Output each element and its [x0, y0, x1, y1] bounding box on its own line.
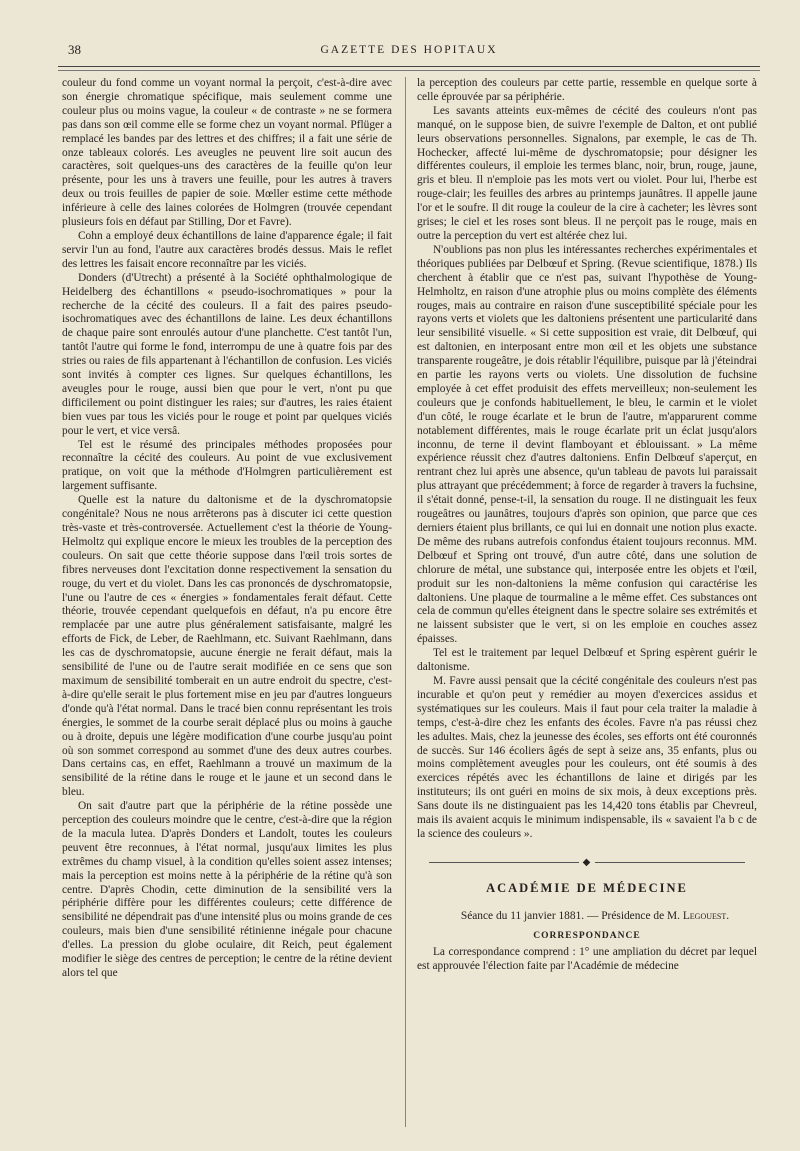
running-title: GAZETTE DES HOPITAUX	[320, 44, 498, 56]
paragraph: couleur du fond comme un voyant normal la perçoit, c'est-à-dire avec son énergie chromatique spécifique, mais seulement comme une couleur plus ou moins vague, la couleur « de contraste » ne se formera pas dans son œil comme elle se forme chez un voyant normal. Pflüger a remplacé les bandes par des lettres et des chiffres; il a fait une série de onze tableaux colorés. Les aveugles ne peuvent lire soit aucun des caractères, soit quelques-uns des caractères de la feuille qu'on leur présente, pour les uns à travers une feuille, pour les autres à travers deux ou trois feuilles de papier de soie. Mœller estime cette méthode inférieure à celle des laines colorées de Holmgren (trouvée cependant plusieurs fois en défaut par Stilling, Dor et Favre).	[62, 77, 392, 229]
paragraph: M. Favre aussi pensait que la cécité congénitale des couleurs n'est pas incurable et qu'on peut y remédier au moyen d'exercices assidus et systématiques sur les couleurs. Mais il faut pour cela traiter la maladie à temps, c'est-à-dire chez les enfants des écoles. Favre n'a pas réussi chez les adultes. Mais, chez la jeunesse des écoles, ses efforts ont été couronnés de succès. Sur 146 écoliers âgés de sept à seize ans, 35 enfants, plus ou moins complètement aveugles pour les couleurs, ont été soumis à des exercices répétés avec les échantillons de laine et dirigés par les instituteurs; ils ont guéri en moins de six mois, à deux exceptions près. Sans doute ils ne distinguaient pas les 14,420 tons établis par Chevreul, mais ils avaient acquis le minimum indispensable, ils « savaient l'a b c de la science des couleurs ».	[417, 674, 757, 840]
session-prefix: Séance du 11 janvier 1881. — Présidence de M.	[460, 909, 680, 922]
left-column	[62, 77, 392, 981]
session-line	[417, 910, 757, 924]
page-header	[58, 42, 760, 64]
header-rule	[58, 66, 760, 67]
header-rule-thin	[58, 70, 760, 71]
section-title: ACADÉMIE DE MÉDECINE	[486, 880, 688, 895]
section-ornament: ◆	[417, 856, 757, 870]
paragraph: Tel est le résumé des principales méthodes proposées pour reconnaître la cécité des couleurs. Au point de vue exclusivement pratique, on voit que la méthode d'Holmgren particulièrement est largement suffisante.	[62, 438, 392, 493]
paragraph: Les savants atteints eux-mêmes de cécité des couleurs n'ont pas manqué, on le suppose bien, de suivre l'exemple de Dalton, et ont publié leurs observations personnelles. Signalons, par exemple, le cas de Th. Hochecker, affecté lui-même de dyschromatopsie; pour désigner les différentes couleurs, il emploie les termes blanc, noir, brun, rouge, jaune, gris et bleu. Il n'emploie pas les mots vert ou violet. Pour lui, l'herbe est rouge-clair; les feuilles des arbres au printemps jaunâtres. Il appelle jaune l'or et le soufre. Il dit rouge la couleur de la cire à cacheter; les lèvres sont grises; le ciel et les roses sont bleus. Il ne perçoit pas le rouge, mais en outre la perception du vert est altérée chez lui.	[417, 104, 757, 242]
president-name: Legouest.	[682, 909, 730, 922]
subheading: CORRESPONDANCE	[533, 930, 641, 941]
paragraph: Donders (d'Utrecht) a présenté à la Société ophthalmologique de Heidelberg des échantillons « pseudo-isochromatiques » pour la recherche de la cécité des couleurs. Il a fait des paires pseudo-isochromatiques avec des échantillons de laine. Les deux échantillons de chaque paire sont enroulés autour d'une planchette. C'est tantôt l'un, tantôt l'autre qui forme le fond, interrompu de une à quatre fois par des stries ou raies de fils appartenant à l'échantillon de confusion. Les viciés sont invités à compter ces lignes. Sur quelques échantillons, les aveugles pour le rouge, aussi bien que pour le vert, n'ont pu que difficilement ou point distinguer les raies; sur d'autres, les raies étaient bien vues par tous les viciés pour le rouge et point par quelques viciés pour le vert, et vice versâ.	[62, 271, 392, 437]
paragraph: N'oublions pas non plus les intéressantes recherches expérimentales et théoriques publiées par Delbœuf et Spring. (Revue scientifique, 1878.) Ils cherchent à établir que ce n'est pas, suivant l'hypothèse de Young-Helmholtz, en raison d'une atrophie plus ou moins complète des éléments rouges, mais au contraire en raison d'une susceptibilité spéciale pour les rayons verts et violets que les daltoniens présentent une particularité dans leur sensibilité visuelle. « Si cette supposition est vraie, dit Delbœuf, qui est daltonien, en interposant entre mon œil et les objets une substance transparente rougeâtre, je dois rétablir l'équilibre, puisque par là j'éteindrai en partie les rayons verts ou violets. Une dissolution de fuchsine employée à cet effet produisit des effets merveilleux; non-seulement les couleurs que je confonds habituellement, le bleu, le carmin et le violet d'un côté, le rouge écarlate et le brun de l'autre, m'apparurent comme notablement différentes, mais le rouge écarlate prit un éclat jusqu'alors inconnu, de terne il devint flamboyant et éblouissant. » La même expérience réussit chez d'autres daltoniens. Enfin Delbœuf s'aperçut, en rentrant chez lui après une absence, qu'un tableau de pavots lui paraissait plus attrayant que précédemment; à force de regarder à travers la fuchsine, il s'était donné, pense-t-il, la sensation du rouge. Il ne distinguait les feux rougeâtres ou jaunâtres, toujours d'après son opinion, que parce que ces derniers étaient plus brillants, ce qui lui en donnait une notion plus exacte. De même des rubans autrefois confondus étaient toujours reconnus. MM. Delbœuf et Spring ont trouvé, d'un autre côté, dans une solution de chlorure de métal, une substance qui, interposée entre les objets et l'œil, produit sur les non-daltoniens la même confusion qui caractérise les daltoniens. Une plaque de tourmaline a le même effet. Ces substances ont cela de commun qu'elles éteignent dans le spectre solaire ses extrémités et ne laissent subsister que le vert, si on les emploie en couches assez épaisses.	[417, 243, 757, 646]
paragraph: On sait d'autre part que la périphérie de la rétine possède une perception des couleurs moindre que le centre, c'est-à-dire que la région de la macula lutea. D'après Donders et Landolt, toutes les couleurs peuvent être reconnues, à l'état normal, jusqu'aux limites les plus extrêmes du champ visuel, à la condition qu'elles soient assez intenses; mais la perception est moins nette à la périphérie de la rétine qu'à son centre. D'après Chodin, cette diminution de la sensibilité vers la périphérie diffère pour les différentes couleurs; cette différence de sensibilité ne dépendrait pas d'une intensité plus ou moins grande de ces couleurs, mais bien d'une sensibilité rétinienne inégale pour chacune d'elles. La pression du globe oculaire, dit Reich, peut également modifier le siège des centres de perception; le centre de la rétine devient alors tel que	[62, 800, 392, 979]
paragraph: Tel est le traitement par lequel Delbœuf et Spring espèrent guérir le daltonisme.	[417, 647, 757, 674]
page-number: 38	[68, 42, 81, 57]
column-divider	[405, 77, 406, 1127]
paragraph: la perception des couleurs par cette partie, ressemble en quelque sorte à celle éprouvée par sa périphérie.	[417, 77, 757, 103]
paragraph: La correspondance comprend : 1° une ampliation du décret par lequel est approuvée l'élection faite par l'Académie de médecine	[417, 946, 757, 973]
paragraph: Cohn a employé deux échantillons de laine d'apparence égale; il fait servir l'un au fond, l'autre aux caractères brodés dessus. Mais le reflet des lettres les faisait encore reconnaître par les viciés.	[62, 229, 392, 270]
right-column	[417, 77, 757, 974]
paragraph: Quelle est la nature du daltonisme et de la dyschromatopsie congénitale? Nous ne nous arrêterons pas à discuter ici cette question très-vaste et très-controversée. Actuellement c'est la théorie de Young-Helmoltz qui explique encore le mieux les troubles de la perception des couleurs. On sait que cette théorie suppose dans l'œil trois sortes de fibres nerveuses dont l'excitation donne respectivement la sensation du rouge, du vert et du violet. Dans les cas prononcés de dyschromatopsie, l'une ou l'autre de ces « énergies » fondamentales ferait défaut. Cette théorie, trouvée cependant quelquefois en défaut, n'a pu encore être remplacée par une autre plus généralement satisfaisante, malgré les efforts de Fick, de Leber, de Raehlmann, etc. Suivant Raehlmann, dans les cas de dyschromatopsie, aucune énergie ne ferait défaut, mais la sensibilité de l'une ou de l'autre serait modifiée en ce sens que son maximum de sensibilité tomberait en un autre endroit du spectre, c'est-à-dire qu'elle serait le plus fortement mise en jeu par d'autres longueurs d'onde qu'à l'état normal. Dans le tracé bien connu représentant les trois énergies, le sommet de la courbe serait déplacé plus ou moins à gauche ou à droite, depuis une légère modification d'une courbe jusqu'au point où son sommet correspond au sommet d'une des deux autres courbes. Dans certains cas, en effet, Raehlmann a trouvé un maximum de la sensibilité de la rétine dans le rouge et le jaune et un second dans le bleu.	[62, 494, 392, 799]
